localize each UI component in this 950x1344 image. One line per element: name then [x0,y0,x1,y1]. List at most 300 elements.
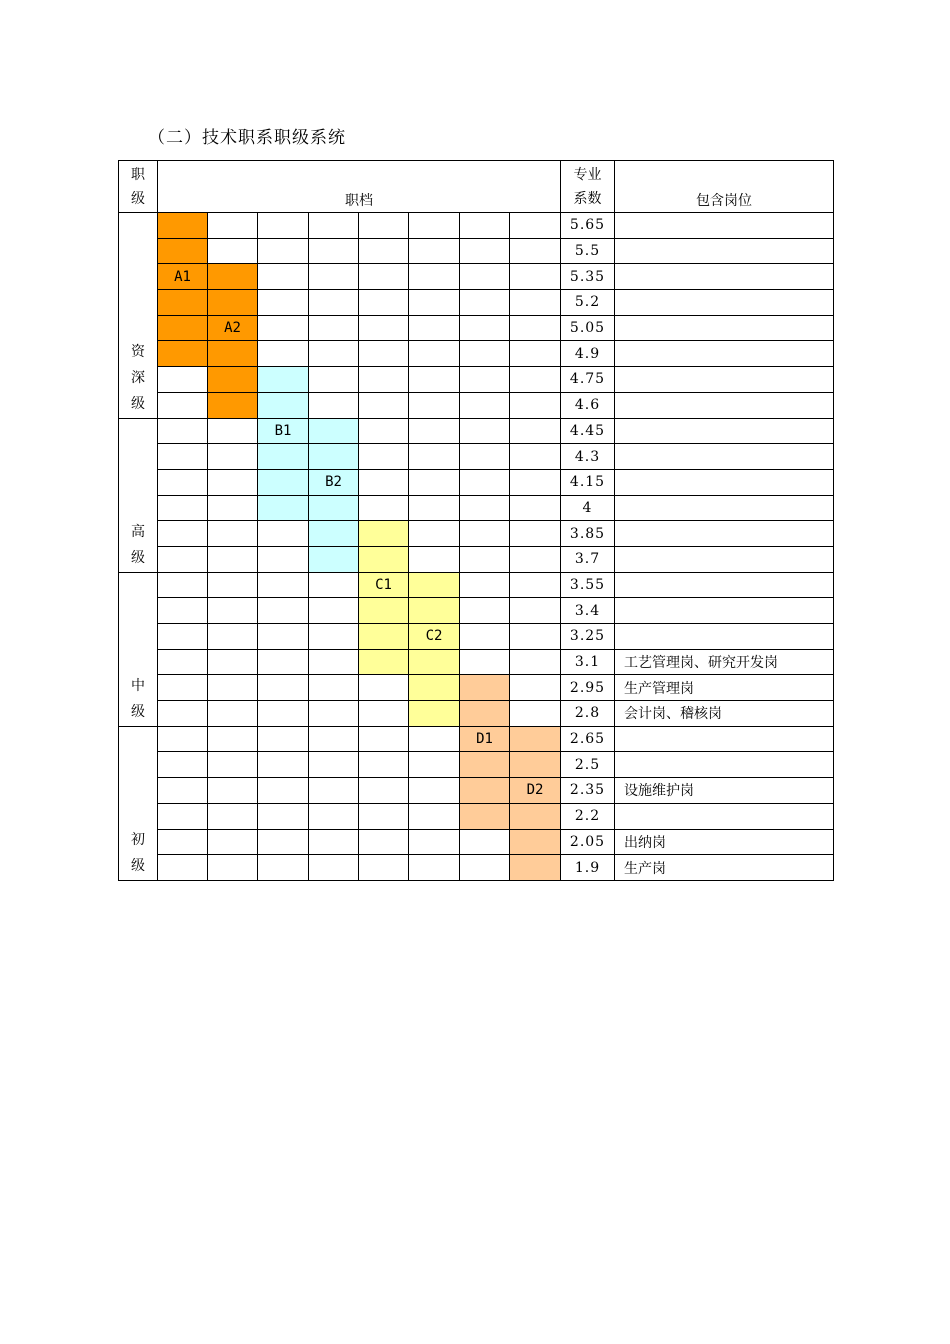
grade-cell [510,598,561,624]
coefficient-cell: 4.6 [561,392,615,418]
grade-cell [258,521,309,547]
grade-cell [460,855,510,881]
grade-cell [359,675,409,701]
grade-cell [460,264,510,290]
coefficient-cell: 3.7 [561,546,615,572]
grade-cell [359,778,409,804]
grade-cell [460,341,510,367]
table-row [119,649,834,675]
grade-cell-b [309,546,359,572]
positions-cell: 生产岗 [615,855,834,881]
grade-cell [158,624,208,650]
grade-cell-a [208,341,258,367]
grade-cell [359,752,409,778]
grade-cell [510,521,561,547]
grade-cell-d [460,778,510,804]
grade-cell-c [409,701,460,727]
grade-cell [158,675,208,701]
table-row [119,572,834,598]
grade-cell [208,546,258,572]
grade-cell [258,238,309,264]
header-level [119,161,158,213]
grade-cell [208,726,258,752]
grade-cell [309,598,359,624]
table-row [119,675,834,701]
grade-cell-a [158,290,208,316]
grade-cell [460,213,510,239]
table-row [119,315,834,341]
grade-cell-d [510,726,561,752]
grade-cell-b [258,367,309,393]
positions-cell [615,264,834,290]
grade-cell [309,341,359,367]
grade-cell [158,418,208,444]
grade-cell [460,315,510,341]
grade-cell-c [409,572,460,598]
grade-cell [258,624,309,650]
grade-cell [309,726,359,752]
grade-cell [158,803,208,829]
grade-cell-d [460,675,510,701]
header-level-line1: 职 [131,166,145,183]
grade-cell-d [510,829,561,855]
grade-cell [510,367,561,393]
grade-cell [409,778,460,804]
level-char: 高 [131,524,145,541]
grade-cell [258,752,309,778]
technical-grade-table [118,160,834,881]
grade-cell [158,701,208,727]
grade-cell [309,624,359,650]
grade-cell [359,264,409,290]
coefficient-cell: 4.15 [561,469,615,495]
grade-cell-c [409,649,460,675]
grade-cell-d [460,752,510,778]
grade-cell [258,675,309,701]
level-char: 初 [131,832,145,849]
grade-cell [258,264,309,290]
grade-cell [258,829,309,855]
grade-cell [309,367,359,393]
header-positions: 包含岗位 [615,161,834,213]
coefficient-cell: 3.4 [561,598,615,624]
grade-cell [158,829,208,855]
level-cell [119,213,158,419]
grade-cell [309,778,359,804]
table-row [119,803,834,829]
grade-cell [359,392,409,418]
grade-cell [309,392,359,418]
grade-cell [309,572,359,598]
grade-cell [510,315,561,341]
grade-cell [359,238,409,264]
grade-cell-a [208,367,258,393]
table-row [119,546,834,572]
grade-cell [359,290,409,316]
positions-cell [615,726,834,752]
table-row [119,752,834,778]
grade-cell [208,213,258,239]
positions-cell: 生产管理岗 [615,675,834,701]
grade-cell [258,341,309,367]
grade-cell-b [309,418,359,444]
grade-cell-a [158,213,208,239]
coefficient-cell: 2.05 [561,829,615,855]
coefficient-cell: 4 [561,495,615,521]
grade-cell [309,855,359,881]
grade-cell-c [359,649,409,675]
grade-cell [510,264,561,290]
grade-cell [510,572,561,598]
grade-cell-b [309,495,359,521]
header-coef-line2: 系数 [573,190,602,207]
grade-cell [409,213,460,239]
grade-cell [510,444,561,470]
grade-cell-a [158,238,208,264]
grade-cell [208,752,258,778]
grade-cell [510,213,561,239]
grade-cell [510,546,561,572]
grade-cell [460,367,510,393]
grade-cell [460,624,510,650]
positions-cell [615,341,834,367]
positions-cell: 工艺管理岗、研究开发岗 [615,649,834,675]
positions-cell [615,546,834,572]
grade-cell [510,649,561,675]
table-row [119,418,834,444]
grade-cell [309,803,359,829]
grade-cell [309,238,359,264]
grade-cell-b: B2 [309,469,359,495]
header-coefficient [561,161,615,213]
grade-cell-b [258,392,309,418]
grade-cell [409,803,460,829]
table-row [119,341,834,367]
grade-cell [359,213,409,239]
grade-cell [158,469,208,495]
grade-cell [460,546,510,572]
positions-cell: 设施维护岗 [615,778,834,804]
header-grade: 职档 [158,161,561,213]
grade-cell [460,418,510,444]
coefficient-cell: 3.1 [561,649,615,675]
positions-cell [615,598,834,624]
grade-cell [208,238,258,264]
table-row [119,290,834,316]
grade-cell [409,341,460,367]
grade-cell [460,238,510,264]
grade-cell [460,598,510,624]
grade-cell [409,495,460,521]
grade-cell-b: B1 [258,418,309,444]
grade-cell-c: C2 [409,624,460,650]
grade-cell [158,855,208,881]
grade-cell [258,855,309,881]
grade-cell-d: D1 [460,726,510,752]
grade-cell-b [258,444,309,470]
grade-cell [359,367,409,393]
positions-cell [615,752,834,778]
coefficient-cell: 1.9 [561,855,615,881]
grade-cell [208,855,258,881]
grade-cell [359,829,409,855]
coefficient-cell: 3.55 [561,572,615,598]
grade-cell [158,649,208,675]
table-row [119,701,834,727]
coefficient-cell: 5.65 [561,213,615,239]
grade-cell [409,469,460,495]
coefficient-cell: 2.35 [561,778,615,804]
grade-cell-b [309,444,359,470]
grade-cell [510,469,561,495]
table-row [119,855,834,881]
grade-cell [208,649,258,675]
coefficient-cell: 4.45 [561,418,615,444]
table-row [119,392,834,418]
grade-cell-c [359,521,409,547]
grade-cell [158,367,208,393]
grade-cell [158,521,208,547]
positions-cell: 出纳岗 [615,829,834,855]
grade-cell [510,238,561,264]
grade-cell [359,701,409,727]
grade-cell [208,418,258,444]
grade-cell-b [309,521,359,547]
positions-cell [615,521,834,547]
grade-cell [359,803,409,829]
grade-cell [409,752,460,778]
coefficient-cell: 4.3 [561,444,615,470]
grade-cell [409,367,460,393]
grade-cell-c: C1 [359,572,409,598]
positions-cell [615,469,834,495]
grade-cell-a: A1 [158,264,208,290]
positions-cell: 会计岗、稽核岗 [615,701,834,727]
grade-cell-b [258,469,309,495]
grade-cell [460,572,510,598]
table-row [119,726,834,752]
positions-cell [615,624,834,650]
grade-cell [208,469,258,495]
grade-cell-d [510,855,561,881]
grade-cell [510,624,561,650]
grade-cell [359,315,409,341]
grade-cell [158,572,208,598]
coefficient-cell: 4.75 [561,367,615,393]
level-char: 级 [131,858,145,875]
grade-cell [510,341,561,367]
grade-cell [409,546,460,572]
grade-cell-d [510,803,561,829]
grade-cell [258,598,309,624]
table-row [119,444,834,470]
grade-cell-a [208,264,258,290]
grade-cell [208,803,258,829]
grade-cell [258,803,309,829]
grade-cell [208,521,258,547]
grade-cell [309,264,359,290]
grade-cell [208,444,258,470]
grade-cell [208,778,258,804]
grade-cell [510,392,561,418]
grade-cell [258,213,309,239]
grade-cell [359,444,409,470]
grade-cell [309,701,359,727]
grade-cell [158,495,208,521]
grade-cell [409,829,460,855]
grade-cell [258,315,309,341]
positions-cell [615,418,834,444]
grade-cell [460,290,510,316]
grade-cell [158,444,208,470]
coefficient-cell: 5.35 [561,264,615,290]
grade-cell [359,418,409,444]
grade-cell [208,701,258,727]
grade-cell [409,855,460,881]
table-row [119,829,834,855]
grade-cell [208,624,258,650]
grade-cell [409,238,460,264]
grade-cell-d [460,701,510,727]
grade-cell [409,290,460,316]
grade-cell [510,290,561,316]
coefficient-cell: 2.65 [561,726,615,752]
level-char: 中 [131,678,145,695]
level-char: 级 [131,549,145,566]
level-char: 资 [131,344,145,361]
grade-cell [309,213,359,239]
grade-cell-a: A2 [208,315,258,341]
grade-cell [409,392,460,418]
table-row [119,469,834,495]
coefficient-cell: 5.5 [561,238,615,264]
positions-cell [615,290,834,316]
coefficient-cell: 5.05 [561,315,615,341]
level-char: 级 [131,704,145,721]
grade-cell [409,418,460,444]
grade-cell [359,855,409,881]
coefficient-cell: 2.8 [561,701,615,727]
grade-cell-a [208,392,258,418]
grade-cell-d: D2 [510,778,561,804]
coefficient-cell: 4.9 [561,341,615,367]
coefficient-cell: 3.85 [561,521,615,547]
positions-cell [615,238,834,264]
grade-cell-d [510,752,561,778]
grade-cell [158,778,208,804]
grade-cell-c [409,675,460,701]
level-char: 级 [131,395,145,412]
table-row [119,213,834,239]
grade-cell [158,546,208,572]
grade-cell [460,649,510,675]
grade-cell [208,572,258,598]
grade-cell [258,649,309,675]
table-row [119,521,834,547]
grade-cell-d [460,803,510,829]
grade-cell-a [208,290,258,316]
grade-cell [309,290,359,316]
grade-cell [359,469,409,495]
positions-cell [615,803,834,829]
grade-cell [460,495,510,521]
grade-cell [510,495,561,521]
header-level-line2: 级 [131,190,145,207]
grade-cell [460,444,510,470]
grade-cell-a [158,315,208,341]
grade-cell [309,315,359,341]
grade-cell [359,495,409,521]
table-row [119,495,834,521]
grade-cell [258,726,309,752]
positions-cell [615,392,834,418]
grade-cell [309,829,359,855]
grade-cell [359,726,409,752]
level-cell [119,418,158,572]
positions-cell [615,315,834,341]
grade-cell [258,778,309,804]
level-char: 深 [131,370,145,387]
coefficient-cell: 2.2 [561,803,615,829]
grade-cell-c [359,624,409,650]
table-row [119,238,834,264]
header-coef-line1: 专业 [573,166,602,183]
grade-cell [309,675,359,701]
positions-cell [615,495,834,521]
grade-cell-c [409,598,460,624]
grade-cell [309,649,359,675]
grade-cell [258,290,309,316]
coefficient-cell: 2.5 [561,752,615,778]
level-cell [119,726,158,880]
coefficient-cell: 3.25 [561,624,615,650]
grade-cell [158,726,208,752]
table-row [119,264,834,290]
grade-cell [460,829,510,855]
section-heading: （二）技术职系职级系统 [148,128,346,148]
grade-cell [158,392,208,418]
coefficient-cell: 2.95 [561,675,615,701]
grade-cell-c [359,546,409,572]
grade-cell [409,264,460,290]
grade-cell [409,444,460,470]
table-row [119,624,834,650]
grade-cell [208,829,258,855]
grade-cell [510,701,561,727]
positions-cell [615,213,834,239]
grade-cell [409,521,460,547]
table-row [119,598,834,624]
table-row [119,367,834,393]
header-row [119,161,834,213]
grade-cell [409,315,460,341]
grade-cell [409,726,460,752]
grade-cell [359,341,409,367]
grade-cell [258,572,309,598]
coefficient-cell: 5.2 [561,290,615,316]
positions-cell [615,444,834,470]
grade-cell [258,701,309,727]
grade-cell [460,392,510,418]
grade-cell [158,598,208,624]
grade-cell [460,469,510,495]
positions-cell [615,572,834,598]
grade-cell-b [258,495,309,521]
grade-cell [258,546,309,572]
grade-cell-a [158,341,208,367]
grade-cell [208,675,258,701]
grade-cell [460,521,510,547]
